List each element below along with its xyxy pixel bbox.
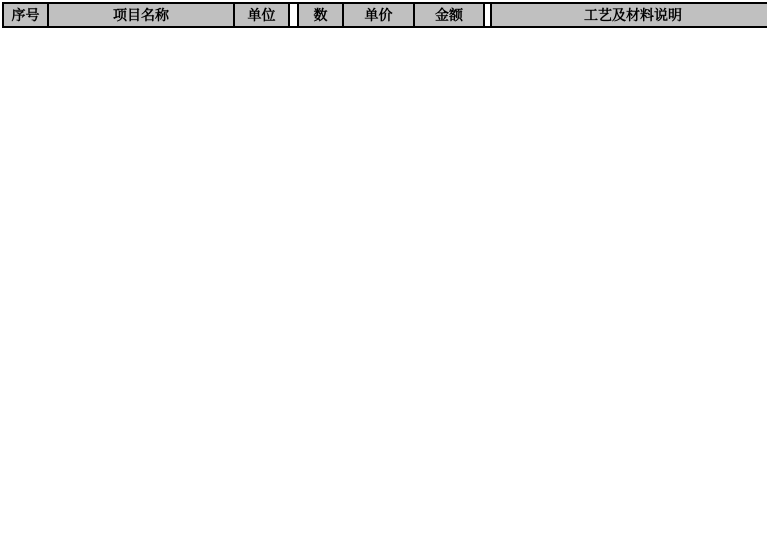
header-row — [3, 3, 767, 27]
header-qty[interactable]: 数 — [298, 3, 343, 27]
header-gap[interactable] — [289, 3, 298, 27]
header-amount[interactable]: 金额 — [414, 3, 484, 27]
header-desc[interactable]: 工艺及材料说明 — [491, 3, 767, 27]
header-no[interactable]: 序号 — [3, 3, 48, 27]
header-unit[interactable]: 单位 — [234, 3, 289, 27]
header-gap[interactable] — [484, 3, 491, 27]
header-price[interactable]: 单价 — [343, 3, 414, 27]
header-name[interactable]: 项目名称 — [48, 3, 234, 27]
quote-table — [2, 2, 767, 28]
